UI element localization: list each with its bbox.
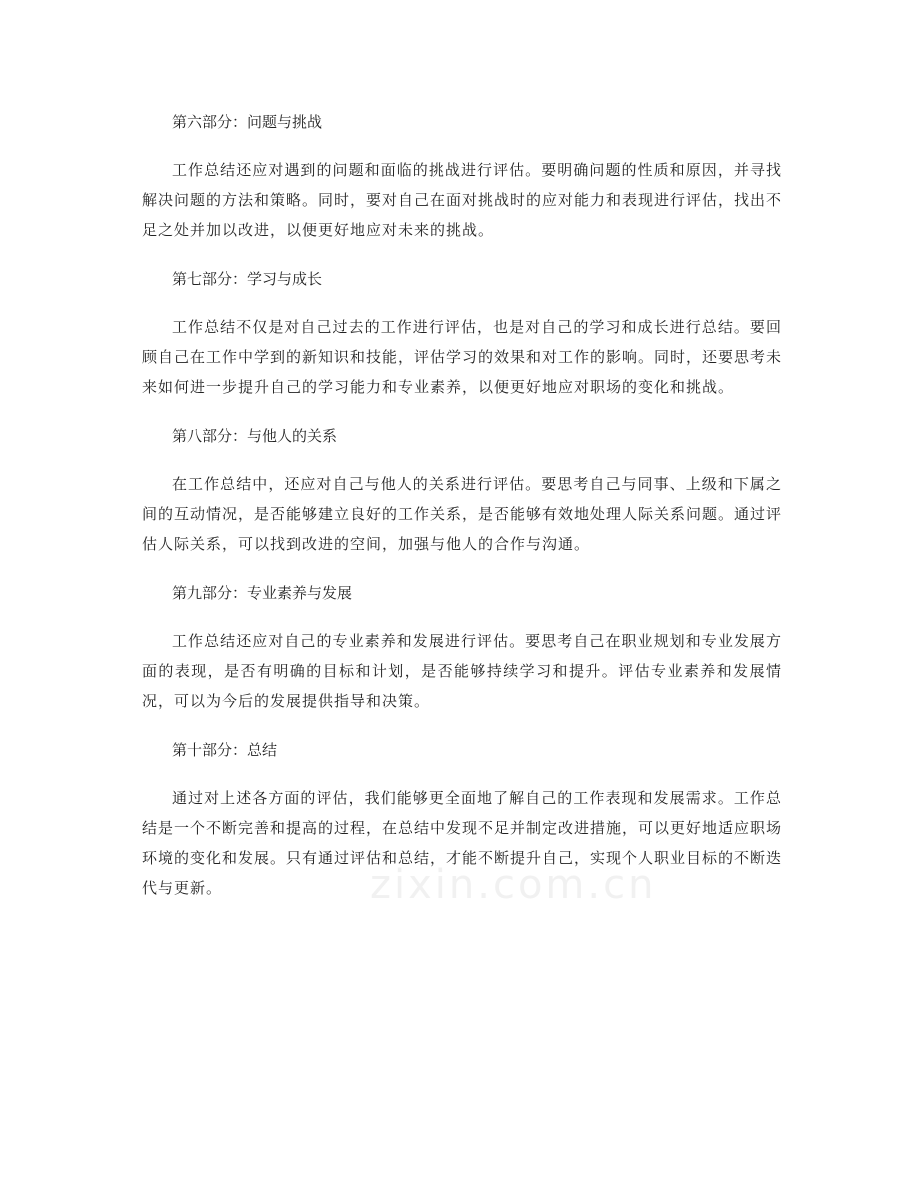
section-paragraph: 工作总结不仅是对自己过去的工作进行评估，也是对自己的学习和成长进行总结。要回顾自己在工作中学到的新知识和技能，评估学习的效果和对工作的影响。同时，还要思考未来如何进一步提升自己的学习能力和专业素养，以便更好地应对职场的变化和挑战。 bbox=[142, 318, 783, 396]
section-8 bbox=[142, 421, 782, 559]
section-paragraph: 工作总结还应对自己的专业素养和发展进行评估。要思考自己在职业规划和专业发展方面的表现，是否有明确的目标和计划，是否能够持续学习和提升。评估专业素养和发展情况，可以为今后的发展提供指导和决策。 bbox=[142, 632, 782, 710]
section-paragraph: 工作总结还应对遇到的问题和面临的挑战进行评估。要明确问题的性质和原因，并寻找解决问题的方法和策略。同时，要对自己在面对挑战时的应对能力和表现进行评估，找出不足之处并加以改进，以便更好地应对未来的挑战。 bbox=[142, 161, 783, 239]
section-9 bbox=[142, 578, 782, 716]
watermark: zixin.com.cn bbox=[370, 862, 657, 908]
section-7 bbox=[142, 264, 782, 402]
section-heading: 第九部分：专业素养与发展 bbox=[172, 584, 353, 602]
section-6 bbox=[142, 107, 782, 245]
section-heading: 第十部分：总结 bbox=[172, 741, 278, 759]
section-paragraph: 通过对上述各方面的评估，我们能够更全面地了解自己的工作表现和发展需求。工作总结是一个不断完善和提高的过程，在总结中发现不足并制定改进措施，可以更好地适应职场环境的变化和发展。只有通过评估和总结，才能不断提升自己，实现个人职业目标的不断迭代与更新。 bbox=[142, 789, 783, 897]
section-paragraph: 在工作总结中，还应对自己与他人的关系进行评估。要思考自己与同事、上级和下属之间的互动情况，是否能够建立良好的工作关系，是否能够有效地处理人际关系问题。通过评估人际关系，可以找到改进的空间，加强与他人的合作与沟通。 bbox=[142, 475, 783, 553]
section-heading: 第六部分：问题与挑战 bbox=[172, 113, 323, 131]
section-heading: 第七部分：学习与成长 bbox=[172, 270, 323, 288]
section-10 bbox=[142, 735, 782, 903]
section-heading: 第八部分：与他人的关系 bbox=[172, 427, 338, 445]
document-content bbox=[142, 107, 782, 922]
